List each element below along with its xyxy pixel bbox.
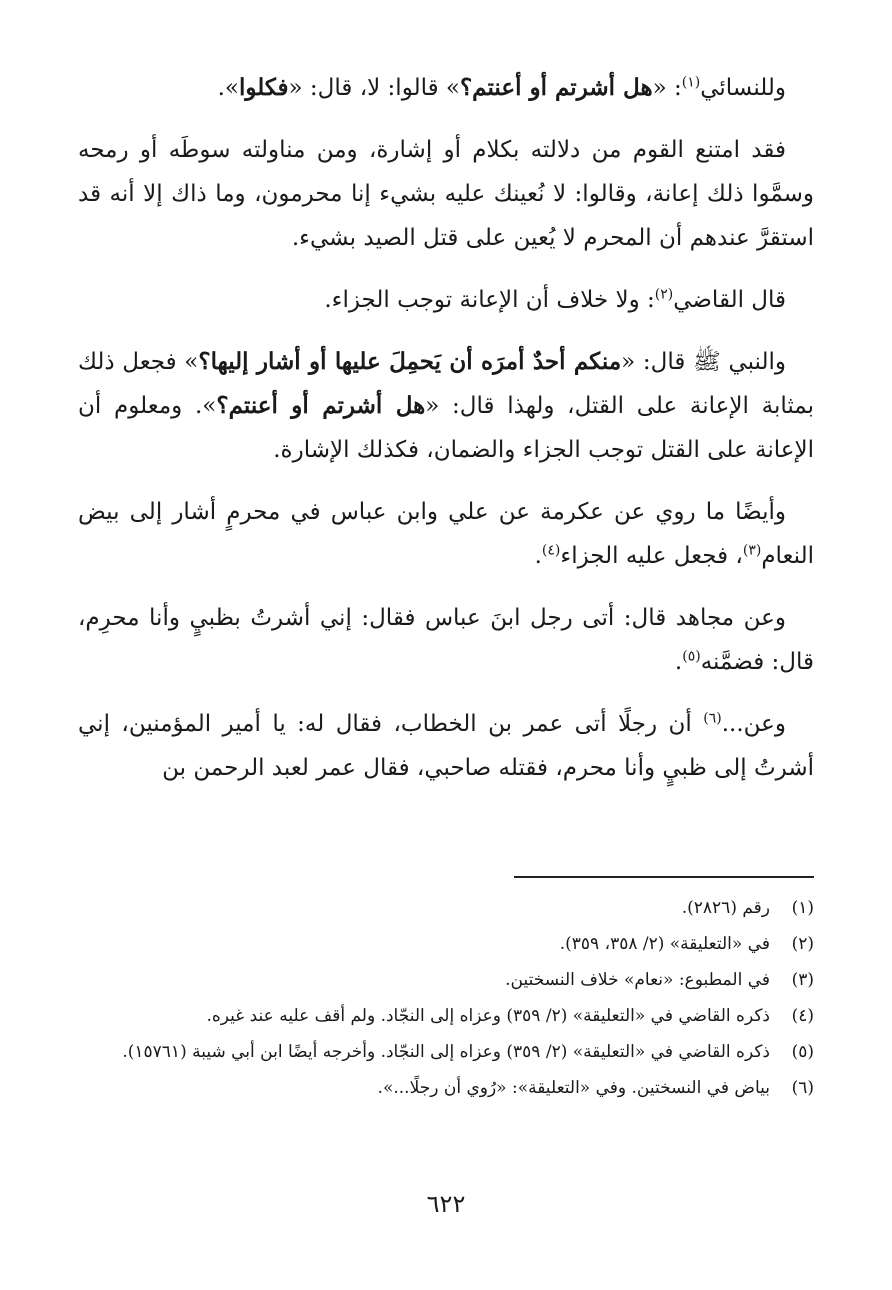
footnote-ref-2: (٢) xyxy=(654,286,674,303)
footnote-text: في «التعليقة» (٢/ ٣٥٨، ٣٥٩). xyxy=(559,934,770,954)
text-run: قال القاضي xyxy=(673,287,786,313)
main-text xyxy=(78,66,814,808)
footnote-item xyxy=(78,998,814,1034)
text-run: ». xyxy=(217,75,239,101)
footnote-ref-6: (٦) xyxy=(703,710,722,727)
page-number: ٦٢٢ xyxy=(426,1190,466,1218)
footnote-ref-1: (١) xyxy=(681,74,701,91)
text-run: ، فجعل عليه الجزاء xyxy=(560,543,743,569)
text-run: ». ومعلوم أن الإعانة على القتل توجب الجزاء والضمان، فكذلك الإشارة. xyxy=(78,393,814,463)
hadith-quote: هل أشرتم أو أعنتم؟ xyxy=(459,74,653,101)
footnote-text: ذكره القاضي في «التعليقة» (٢/ ٣٥٩) وعزاه إلى النجّاد. ولم أقف عليه عند غيره. xyxy=(206,1006,770,1026)
footnote-divider xyxy=(514,876,814,878)
text-run: وأيضًا ما روي عن عكرمة عن علي وابن عباس في محرمٍ أشار إلى بيض النعام xyxy=(78,499,814,569)
paragraph-4 xyxy=(78,340,814,472)
footnote-text: ذكره القاضي في «التعليقة» (٢/ ٣٥٩) وعزاه إلى النجّاد. وأخرجه أيضًا ابن أبي شيبة (١٥٧٦١). xyxy=(122,1042,770,1062)
text-run: فقد امتنع القوم من دلالته بكلام أو إشارة، ومن مناولته سوطَه أو رمحه وسمَّوا ذلك إعانة، وقالوا: لا نُعينك عليه بشيء إنا محرمون، وما ذاك إلا أنه قد استقرَّ عندهم أن المحرم لا يُعين على قتل الصيد بشيء. xyxy=(78,137,814,251)
footnote-ref-4: (٤) xyxy=(541,542,561,559)
text-run: . xyxy=(674,649,683,675)
text-run: » قالوا: لا، قال: « xyxy=(288,75,460,101)
footnote-ref-3: (٣) xyxy=(742,542,762,559)
text-run: وعن... xyxy=(721,711,786,737)
footnote-item xyxy=(78,1034,814,1070)
footnote-number: (٥) xyxy=(791,1042,814,1062)
paragraph-6 xyxy=(78,596,814,684)
footnote-ref-5: (٥) xyxy=(682,648,701,665)
footnote-item xyxy=(78,890,814,926)
footnote-number: (٣) xyxy=(791,970,814,990)
paragraph-5 xyxy=(78,490,814,578)
footnote-item xyxy=(78,962,814,998)
text-run: وللنسائي xyxy=(700,75,786,101)
paragraph-3 xyxy=(78,278,814,322)
footnote-item xyxy=(78,926,814,962)
text-run: : « xyxy=(652,75,682,101)
footnote-number: (٦) xyxy=(791,1078,814,1098)
footnote-text: رقم (٢٨٢٦). xyxy=(681,898,770,918)
text-run: . xyxy=(534,543,542,569)
text-run: » فجعل ذلك بمثابة الإعانة على القتل، ولهذا قال: « xyxy=(78,349,814,419)
footnote-text: في المطبوع: «نعام» خلاف النسختين. xyxy=(505,970,770,990)
hadith-quote: هل أشرتم أو أعنتم؟ xyxy=(216,392,426,419)
text-run: أن رجلًا أتى عمر بن الخطاب، فقال له: يا أمير المؤمنين، إني أشرتُ إلى ظبيٍ وأنا محرم، فقتله صاحبي، فقال عمر لعبد الرحمن بن xyxy=(78,711,814,781)
text-run: والنبي ﷺ قال: « xyxy=(621,349,786,375)
paragraph-2 xyxy=(78,128,814,260)
text-run: وعن مجاهد قال: أتى رجل ابنَ عباس فقال: إني أشرتُ بظبيٍ وأنا محرِم، قال: فضمَّنه xyxy=(78,605,814,675)
paragraph-1 xyxy=(78,66,814,110)
footnotes xyxy=(78,890,814,1106)
text-run: : ولا خلاف أن الإعانة توجب الجزاء. xyxy=(324,287,655,313)
footnote-number: (٢) xyxy=(791,934,814,954)
footnote-number: (٤) xyxy=(791,1006,814,1026)
paragraph-7 xyxy=(78,702,814,790)
footnote-item xyxy=(78,1070,814,1106)
footnote-number: (١) xyxy=(791,898,814,918)
footnote-text: بياض في النسختين. وفي «التعليقة»: «رُوي أن رجلًا...». xyxy=(377,1078,770,1098)
hadith-quote: منكم أحدٌ أمرَه أن يَحمِلَ عليها أو أشار إليها؟ xyxy=(198,348,622,375)
hadith-quote: فكلوا xyxy=(238,74,289,101)
